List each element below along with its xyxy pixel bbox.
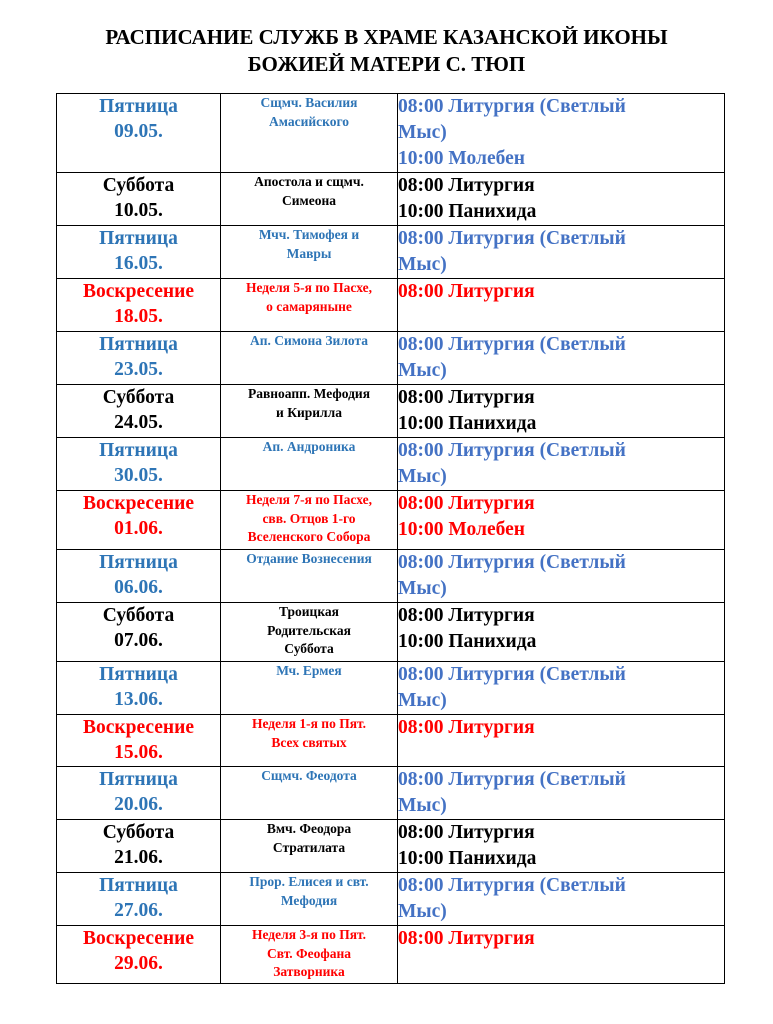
date: 16.05. bbox=[114, 253, 163, 274]
day-cell bbox=[57, 438, 221, 491]
schedule-row bbox=[57, 491, 725, 550]
day-cell bbox=[57, 550, 221, 603]
schedule-row bbox=[57, 385, 725, 438]
day-cell bbox=[57, 226, 221, 279]
services-cell bbox=[398, 332, 725, 385]
date: 30.05. bbox=[114, 465, 163, 486]
date: 10.05. bbox=[114, 200, 163, 221]
feast-line: Сщмч. Феодота bbox=[261, 768, 357, 783]
feast-line: Неделя 5-я по Пасхе, bbox=[245, 280, 373, 295]
services-cell bbox=[398, 603, 725, 662]
feast-line: Ап. Андроника bbox=[262, 439, 356, 454]
feast-line: Вселенского Собора bbox=[247, 529, 371, 544]
services-cell bbox=[398, 715, 725, 767]
day-cell bbox=[57, 662, 221, 715]
feast-cell bbox=[221, 385, 398, 438]
date: 13.06. bbox=[114, 689, 163, 710]
services-cell bbox=[398, 438, 725, 491]
services-cell bbox=[398, 767, 725, 820]
services-cell bbox=[398, 226, 725, 279]
feast-cell bbox=[221, 279, 398, 332]
date: 09.05. bbox=[114, 121, 163, 142]
page-title bbox=[0, 24, 773, 78]
service-line: 10:00 Молебен bbox=[398, 519, 525, 540]
service-line: Мыс) bbox=[398, 466, 447, 487]
schedule-row bbox=[57, 873, 725, 926]
services-cell bbox=[398, 279, 725, 332]
weekday: Воскресение bbox=[82, 281, 195, 302]
service-line: 08:00 Литургия (Светлый bbox=[398, 440, 626, 461]
feast-line: и Кирилла bbox=[276, 404, 342, 420]
service-line: 08:00 Литургия (Светлый bbox=[398, 334, 626, 355]
services-cell bbox=[398, 662, 725, 715]
schedule-row bbox=[57, 226, 725, 279]
feast-cell bbox=[221, 926, 398, 984]
feast-line: Затворника bbox=[273, 964, 345, 979]
feast-cell bbox=[221, 662, 398, 715]
weekday: Воскресение bbox=[82, 928, 195, 949]
date: 29.06. bbox=[114, 953, 163, 974]
feast-cell bbox=[221, 173, 398, 226]
day-cell bbox=[57, 873, 221, 926]
feast-cell bbox=[221, 226, 398, 279]
date: 07.06. bbox=[114, 630, 163, 651]
date: 15.06. bbox=[114, 742, 163, 763]
service-line: 08:00 Литургия (Светлый bbox=[398, 228, 626, 249]
schedule-row bbox=[57, 173, 725, 226]
schedule-row bbox=[57, 550, 725, 603]
feast-line: Троицкая bbox=[279, 604, 339, 619]
feast-line: Сщмч. Василия bbox=[260, 95, 358, 110]
weekday: Пятница bbox=[99, 664, 178, 685]
service-line: 08:00 Литургия (Светлый bbox=[398, 875, 626, 896]
schedule-row bbox=[57, 926, 725, 984]
service-line: 08:00 Литургия bbox=[398, 281, 535, 302]
feast-line: Отдание Вознесения bbox=[246, 551, 372, 566]
weekday: Суббота bbox=[102, 175, 175, 196]
feast-line: Свт. Феофана bbox=[266, 945, 352, 961]
day-cell bbox=[57, 820, 221, 873]
services-cell bbox=[398, 173, 725, 226]
service-line: 08:00 Литургия bbox=[398, 387, 535, 408]
schedule-row bbox=[57, 820, 725, 873]
service-line: 08:00 Литургия bbox=[398, 175, 535, 196]
date: 18.05. bbox=[114, 306, 163, 327]
service-line: Мыс) bbox=[398, 690, 447, 711]
weekday: Воскресение bbox=[82, 493, 195, 514]
schedule-row bbox=[57, 603, 725, 662]
date: 01.06. bbox=[114, 518, 163, 539]
day-cell bbox=[57, 332, 221, 385]
feast-line: Стратилата bbox=[272, 839, 346, 855]
feast-line: Мефодия bbox=[280, 892, 338, 908]
service-line: 08:00 Литургия (Светлый bbox=[398, 769, 626, 790]
weekday: Пятница bbox=[99, 875, 178, 896]
schedule-row bbox=[57, 94, 725, 173]
feast-line: Равноапп. Мефодия bbox=[247, 386, 371, 401]
services-cell bbox=[398, 550, 725, 603]
schedule-row bbox=[57, 715, 725, 767]
day-cell bbox=[57, 767, 221, 820]
feast-line: Родительская bbox=[267, 622, 351, 638]
feast-cell bbox=[221, 715, 398, 767]
service-line: 08:00 Литургия (Светлый bbox=[398, 664, 626, 685]
service-line: 08:00 Литургия bbox=[398, 717, 535, 738]
weekday: Пятница bbox=[99, 440, 178, 461]
schedule-body bbox=[57, 94, 725, 984]
feast-line: о самаряныне bbox=[266, 298, 352, 314]
weekday: Пятница bbox=[99, 96, 178, 117]
schedule-row bbox=[57, 332, 725, 385]
title-line-1: РАСПИСАНИЕ СЛУЖБ В ХРАМЕ КАЗАНСКОЙ ИКОНЫ bbox=[105, 25, 668, 49]
weekday: Воскресение bbox=[82, 717, 195, 738]
services-cell bbox=[398, 491, 725, 550]
service-line: Мыс) bbox=[398, 795, 447, 816]
feast-line: Ап. Симона Зилота bbox=[249, 333, 369, 348]
weekday: Суббота bbox=[102, 387, 175, 408]
services-cell bbox=[398, 94, 725, 173]
service-line: Мыс) bbox=[398, 254, 447, 275]
service-line: 08:00 Литургия bbox=[398, 493, 535, 514]
date: 21.06. bbox=[114, 847, 163, 868]
date: 27.06. bbox=[114, 900, 163, 921]
service-line: 10:00 Панихида bbox=[398, 413, 537, 434]
day-cell bbox=[57, 279, 221, 332]
feast-line: Неделя 3-я по Пят. bbox=[251, 927, 366, 942]
weekday: Суббота bbox=[102, 605, 175, 626]
service-line: 08:00 Литургия bbox=[398, 822, 535, 843]
feast-cell bbox=[221, 332, 398, 385]
feast-line: Симеона bbox=[282, 192, 336, 208]
feast-line: Прор. Елисея и свт. bbox=[249, 874, 369, 889]
date: 23.05. bbox=[114, 359, 163, 380]
weekday: Суббота bbox=[102, 822, 175, 843]
feast-line: Неделя 1-я по Пят. bbox=[251, 716, 366, 731]
feast-line: Мавры bbox=[286, 245, 332, 261]
feast-line: Суббота bbox=[284, 641, 334, 656]
feast-cell bbox=[221, 820, 398, 873]
service-line: Мыс) bbox=[398, 901, 447, 922]
service-line: 08:00 Литургия bbox=[398, 928, 535, 949]
feast-line: Всех святых bbox=[271, 734, 347, 750]
schedule-row bbox=[57, 438, 725, 491]
day-cell bbox=[57, 603, 221, 662]
feast-line: Неделя 7-я по Пасхе, bbox=[245, 492, 373, 507]
day-cell bbox=[57, 491, 221, 550]
schedule-row bbox=[57, 662, 725, 715]
service-line: 08:00 Литургия (Светлый bbox=[398, 552, 626, 573]
schedule-table bbox=[56, 93, 725, 984]
feast-cell bbox=[221, 550, 398, 603]
feast-cell bbox=[221, 873, 398, 926]
day-cell bbox=[57, 94, 221, 173]
feast-cell bbox=[221, 94, 398, 173]
services-cell bbox=[398, 873, 725, 926]
feast-line: Мч. Ермея bbox=[276, 663, 342, 678]
weekday: Пятница bbox=[99, 334, 178, 355]
schedule-row bbox=[57, 279, 725, 332]
service-line: 10:00 Панихида bbox=[398, 631, 537, 652]
feast-line: Вмч. Феодора bbox=[266, 821, 352, 836]
feast-line: свв. Отцов 1-го bbox=[262, 510, 356, 526]
service-line: 10:00 Панихида bbox=[398, 848, 537, 869]
service-line: 08:00 Литургия bbox=[398, 605, 535, 626]
service-line: Мыс) bbox=[398, 578, 447, 599]
services-cell bbox=[398, 926, 725, 984]
services-cell bbox=[398, 820, 725, 873]
date: 06.06. bbox=[114, 577, 163, 598]
day-cell bbox=[57, 385, 221, 438]
services-cell bbox=[398, 385, 725, 438]
feast-cell bbox=[221, 603, 398, 662]
service-line: Мыс) bbox=[398, 122, 447, 143]
feast-cell bbox=[221, 438, 398, 491]
weekday: Пятница bbox=[99, 552, 178, 573]
weekday: Пятница bbox=[99, 228, 178, 249]
service-line: 08:00 Литургия (Светлый bbox=[398, 96, 626, 117]
date: 24.05. bbox=[114, 412, 163, 433]
title-line-2: БОЖИЕЙ МАТЕРИ С. ТЮП bbox=[247, 52, 526, 76]
feast-line: Апостола и сщмч. bbox=[254, 174, 364, 189]
feast-cell bbox=[221, 491, 398, 550]
service-line: 10:00 Молебен bbox=[398, 148, 525, 169]
service-line: Мыс) bbox=[398, 360, 447, 381]
schedule-row bbox=[57, 767, 725, 820]
day-cell bbox=[57, 715, 221, 767]
day-cell bbox=[57, 926, 221, 984]
weekday: Пятница bbox=[99, 769, 178, 790]
feast-cell bbox=[221, 767, 398, 820]
day-cell bbox=[57, 173, 221, 226]
date: 20.06. bbox=[114, 794, 163, 815]
feast-line: Мчч. Тимофея и bbox=[258, 227, 360, 242]
feast-line: Амасийского bbox=[268, 113, 350, 129]
service-line: 10:00 Панихида bbox=[398, 201, 537, 222]
